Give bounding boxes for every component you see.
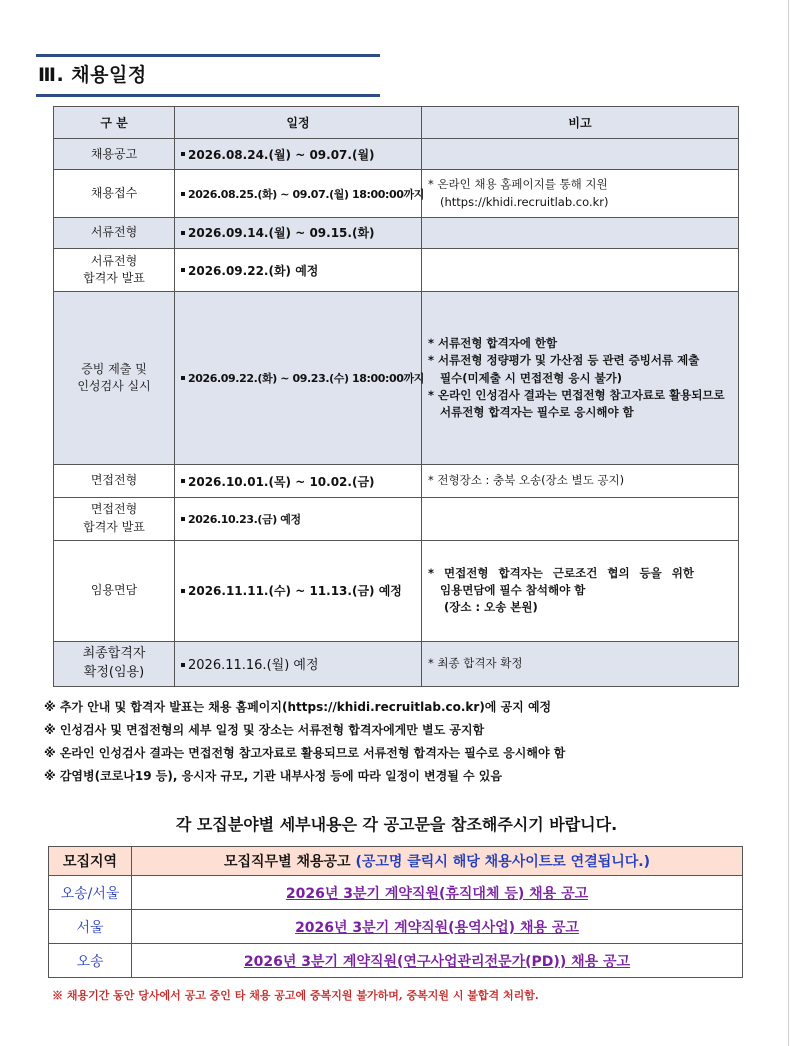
date-cell (175, 465, 422, 497)
category-text: 면접전형 (90, 473, 138, 488)
jobs-row (49, 876, 743, 910)
note-line: * 전형장소 : 충북 오송(장소 별도 공지) (428, 473, 625, 488)
date-text: 2026.09.14.(월) ~ 09.15.(화) (188, 226, 375, 241)
note-line: (장소 : 오송 본원) (444, 600, 538, 615)
note-url: (https://khidi.recruitlab.co.kr) (440, 194, 609, 209)
note-cell (422, 217, 739, 248)
note-item: ※ 인성검사 및 면접전형의 세부 일정 및 장소는 서류전형 합격자에게만 별도 공지함 (44, 723, 485, 737)
category-cell (54, 540, 175, 641)
date-text: 2026.10.01.(목) ~ 10.02.(금) (188, 474, 375, 489)
date-cell (175, 540, 422, 641)
category-cell (54, 248, 175, 291)
date-text: 2026.10.23.(금) 예정 (188, 512, 301, 526)
jobs-header-hint: (공고명 클릭시 해당 채용사이트로 연결됩니다.) (355, 854, 651, 870)
jobs-header-title-text: 모집직무별 채용공고 (223, 854, 351, 870)
note-cell (422, 139, 739, 170)
schedule-row-announcement (54, 139, 739, 170)
jobs-table (48, 846, 743, 978)
category-cell (54, 641, 175, 686)
date-cell (175, 170, 422, 217)
schedule-header-row (54, 107, 739, 139)
note-line: * 최종 합격자 확정 (428, 656, 523, 671)
notes-list (44, 696, 744, 788)
job-region: 오송/서울 (49, 876, 132, 910)
category-cell (54, 170, 175, 217)
job-announcement-link[interactable]: 2026년 3분기 계약직원(연구사업관리전문가(PD)) 채용 공고 (243, 953, 631, 970)
job-region: 서울 (49, 910, 132, 944)
note-cell (422, 170, 739, 217)
bullet-icon (181, 152, 185, 156)
note-item: ※ 감염병(코로나19 등), 응시자 규모, 기관 내부사정 등에 따라 일정이 변경될 수 있음 (44, 769, 502, 783)
date-cell (175, 292, 422, 465)
section-header (36, 54, 380, 97)
job-announcement-link[interactable]: 2026년 3분기 계약직원(용역사업) 채용 공고 (295, 919, 579, 936)
note-line: 서류전형 합격자는 필수로 응시해야 함 (440, 405, 634, 420)
schedule-row-final (54, 641, 739, 686)
category-cell (54, 465, 175, 497)
category-text: 채용접수 (90, 185, 138, 200)
category-text: 합격자 발표 (83, 271, 145, 286)
category-text: 인성검사 실시 (77, 379, 151, 394)
jobs-header-region: 모집지역 (49, 847, 132, 876)
schedule-row-interview-result (54, 497, 739, 540)
job-title-cell (132, 910, 743, 944)
category-cell (54, 292, 175, 465)
bullet-icon (181, 376, 185, 380)
page-edge-line (788, 0, 789, 1046)
schedule-row-application (54, 170, 739, 217)
date-cell (175, 139, 422, 170)
date-cell (175, 217, 422, 248)
section-title: Ⅲ. 채용일정 (38, 64, 147, 86)
note-line: 필수(미제출 시 면접전형 응시 불가) (440, 370, 623, 385)
date-cell (175, 641, 422, 686)
schedule-row-interview (54, 465, 739, 497)
schedule-row-document-screening (54, 217, 739, 248)
category-text: 서류전형 (90, 253, 138, 268)
job-announcement-link[interactable]: 2026년 3분기 계약직원(휴직대체 등) 채용 공고 (285, 885, 589, 902)
note-line: * 서류전형 합격자에 한함 (428, 336, 558, 351)
reference-heading: 각 모집분야별 세부내용은 각 공고문을 참조해주시기 바랍니다. (175, 815, 618, 834)
note-cell (422, 248, 739, 291)
note-line: * 온라인 채용 홈페이지를 통해 지원 (428, 177, 608, 192)
bullet-icon (181, 479, 185, 483)
note-cell (422, 292, 739, 465)
note-line: * 면접전형 합격자는 근로조건 협의 등을 위한 (428, 565, 694, 580)
category-text: 최종합격자 (82, 645, 146, 661)
note-cell (422, 465, 739, 497)
bullet-icon (181, 517, 185, 521)
category-text: 채용공고 (90, 146, 138, 161)
schedule-row-evidence-personality (54, 292, 739, 465)
category-text: 합격자 발표 (83, 519, 145, 534)
section-bottom-rule (36, 94, 380, 97)
jobs-row (49, 910, 743, 944)
date-text: 2026.09.22.(화) ~ 09.23.(수) 18:00:00까지 (188, 372, 424, 386)
date-text: 2026.08.24.(월) ~ 09.07.(월) (188, 147, 375, 162)
header-category: 구 분 (54, 107, 175, 139)
header-note: 비고 (422, 107, 739, 139)
note-line: * 서류전형 정량평가 및 가산점 등 관련 증빙서류 제출 (428, 353, 700, 368)
category-text: 서류전형 (90, 225, 138, 240)
date-text: 2026.11.16.(월) 예정 (188, 658, 319, 674)
jobs-row (49, 944, 743, 978)
note-cell (422, 641, 739, 686)
date-cell (175, 248, 422, 291)
date-text: 2026.09.22.(화) 예정 (188, 263, 319, 278)
date-cell (175, 497, 422, 540)
job-region: 오송 (49, 944, 132, 978)
date-text: 2026.11.11.(수) ~ 11.13.(금) 예정 (188, 584, 402, 599)
bullet-icon (181, 268, 185, 272)
bullet-icon (181, 192, 185, 196)
note-cell (422, 540, 739, 641)
note-item: ※ 온라인 인성검사 결과는 면접전형 참고자료로 활용되므로 서류전형 합격자는 필수로 응시해야 함 (44, 746, 566, 760)
category-text: 면접전형 (90, 502, 138, 517)
note-cell (422, 497, 739, 540)
schedule-table (53, 106, 739, 687)
note-item: ※ 추가 안내 및 합격자 발표는 채용 홈페이지(https://khidi.recruitlab.co.kr)에 공지 예정 (44, 700, 552, 714)
category-cell (54, 497, 175, 540)
category-cell (54, 139, 175, 170)
bullet-icon (181, 589, 185, 593)
schedule-row-appointment-meeting (54, 540, 739, 641)
category-cell (54, 217, 175, 248)
note-line: * 온라인 인성검사 결과는 면접전형 참고자료로 활용되므로 (428, 387, 725, 402)
category-text: 임용면담 (90, 583, 138, 598)
date-text: 2026.08.25.(화) ~ 09.07.(월) 18:00:00까지 (188, 187, 424, 201)
duplicate-application-warning: ※ 채용기간 동안 당사에서 공고 중인 타 채용 공고에 중복지원 불가하며, 중복지원 시 불합격 처리함. (52, 989, 539, 1002)
bullet-icon (181, 663, 185, 667)
category-text: 증빙 제출 및 (81, 361, 147, 376)
header-date: 일정 (175, 107, 422, 139)
jobs-header-row (49, 847, 743, 876)
bullet-icon (181, 231, 185, 235)
note-line: 임용면담에 필수 참석해야 함 (440, 583, 586, 598)
jobs-header-title (132, 847, 743, 876)
job-title-cell (132, 876, 743, 910)
category-text: 확정(임용) (83, 664, 145, 680)
job-title-cell (132, 944, 743, 978)
schedule-row-document-result (54, 248, 739, 291)
